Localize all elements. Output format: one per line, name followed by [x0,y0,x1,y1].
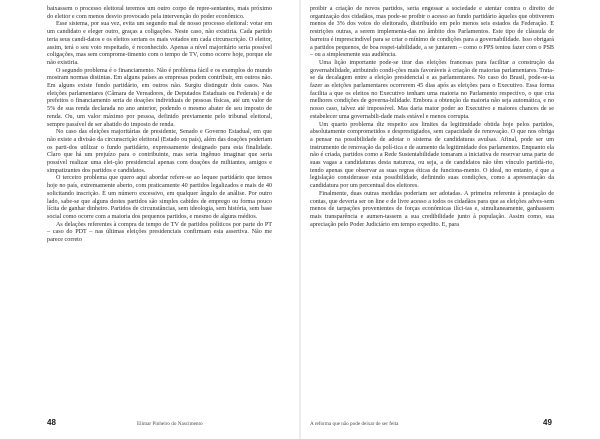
right-paragraph-4: Finalmente, duas outras medidas poderiam ser adotadas. A primeira referente à prestação de contas, que deveria ser on line e de livre acesso a todos os cidadãos para que as eleições adves-sem menos de tarpações provenientes de forças econômicas ilíci-tas e, simultaneamente, ganhassem mais transparência e aumen-tassem a sua credibilidade junto à população. Assim como, sua apreciação pelo Poder Judiciário em tempo expedito. E, para [310,190,554,228]
right-page-text-column [310,6,554,229]
left-page-number: 48 [47,418,56,427]
left-paragraph-6: As delações referentes à compra de tempo de TV de partidos políticos por parte do PT – caso do PDT – nas últimas eleições presidenciais confirmam esta assertiva. Não me parece correto [47,221,272,244]
left-paragraph-1: baixassem o processo eleitoral teremos um outro corpo de repre-sentantes, mais próximo do eleitor e com menos desvio provocado pela intervenção do poder econômico. [47,6,272,20]
left-paragraph-2: Esse sistema, por sua vez, evita um segundo mal de nosso processo eleitoral: votar em um candidato e eleger outro, graças a coligações. Neste caso, não existiria. Cada partido teria seus candi-datos e os eleitos seriam os mais votados em cada circunscrição. O eleitor, assim, terá o seu voto respeitado, é reconhecido. Apenas a nível majoritário seria possível coligações, mas sem comprome-timento com o tempo de TV, como ocorre hoje, porque ele não existiria. [47,21,272,66]
right-paragraph-2: Uma lição importante pode-se tirar das eleições francesas para facilitar a construção da governabilidade, atribuindo condi-ções mais favoráveis à criação de maiorias parlamentares. Trata-se da decalagem entre a eleição presidencial e as parlamentares. No caso do Brasil, pode-se-ia fazer as eleições parlamentares ocorrerem 45 dias após as eleições para o Executivo. Essa forma facilita a que os eleitos no Executivo tenham uma maioria no Parlamento respectivo, o que cria melhores condições de governa-bilidade. Embora a obtenção da maioria não seja automática, e no nosso caso, talvez até impossível. Mas daria maior poder ao Executivo e maiores chances de se estabelecer uma governabili-dade mais estável e menos corrupta. [310,59,554,120]
right-page [300,0,600,439]
left-paragraph-4: No caso das eleições majoritárias de presidente, Senado e Governo Estadual, em que não existe a divisão da circunscrição eleitoral (Estado ou país), além das doações poderiam os parti-dos utilizar o fundo partidário, expressamente designado para esta finalidade. Claro que há um prejuízo para o contribuinte, mas seria ingênuo imaginar que seria possível realizar uma elei-ção presidencial apenas com doações de militantes, amigos e simpatizantes dos partidos e candidatos. [47,129,272,174]
left-running-head: Elimar Pinheiro do Nascimento [137,421,203,427]
right-paragraph-1: proibir a criação de novos partidos, seria engessar a sociedade e atentar contra o direito de organização dos cidadãos, mas pode-se proibir o acesso ao fundo partidário àqueles que obtiverem menos de 3% dos votos do eleitorado, distribuído em pelo menos seis estados da Federação. E restrições outras, a serem implementa-das no âmbito dos Parlamentos. Este tipo de cláusula de barreira é imprescindível para se criar o mínimo de condições para a governabilidade. Isso obrigará a partidos pequenos, de boa respei-tabilidade, a se juntarem – como o PPS tentou fazer com o PSB – ou a simplesmente sua audiência. [310,6,554,59]
left-page-text-column [47,6,272,245]
right-running-head: A reforma que não pode deixar de ser feita [310,421,399,427]
right-paragraph-3: Um quarto problema diz respeito aos limites da legitimidade obtida hoje pelos partidos, absolutamente comprometidos e desprestigiados, sem capacidade de renovação. O que nos obriga a pensar na possibilidade de adotar o sistema de candidaturas avulsas. Afinal, pode ser um instrumento de renovação da polí-tica e de aumento da legitimidade dos parlamentos. Enquanto ela não é criada, partidos como a Rede Sustentabilidade tomaram a iniciativa de reservar uma parte de suas vagas a candidaturas desta natureza, ou seja, a de candidatos não têm vínculo partidá-rio, tendo apenas que observar as suas regras éticas de funciona-mento. O ideal, no entanto, é que a legislação considerasse esta possibilidade, definindo suas condições, como a apresentação da candidatura por um percentual dos eleitores. [310,121,554,190]
left-paragraph-5: O terceiro problema que quero aqui abordar refere-se ao lequee partidário que temos hoje no país, extremamente aberto, com praticamente 40 partidos legalizados e mais de 40 solicitando inscrição. É um número excessivo, em qualquer ângulo de análise. Por outro lado, sabe-se que alguns destes partidos são simples cabides de emprego ou forma pouco lícita de ganhar dinheiro. Partidos de circunstâncias, sem ideologia, sem história, sem base social como ocorre com a maioria dos pequenos partidos, e mesmo de alguns médios. [47,175,272,220]
right-page-number: 49 [543,418,552,427]
left-paragraph-3: O segundo problema é o financiamento. Não é problema fácil e os exemplos do mundo mostram normas distintas. Em alguns países as empresas podem contribuir, em outros não. Em alguns existe fundo partidário, em outros não. Surgiu distinguir dois casos. Nas eleições parlamentares (Câmara de Vereadores, de Deputados Estaduais ou Federais) e de prefeitos o financiamento seria de doações individuais de pessoas físicas, até um valor de 5% de sua renda declarada no ano anterior, podendo o mesmo abater de seu imposto de renda. Ou, um valor máximo por pessoa, definido previamente pelo tribunal eleitoral, sempre passível de ser abatido do imposto de renda. [47,67,272,128]
